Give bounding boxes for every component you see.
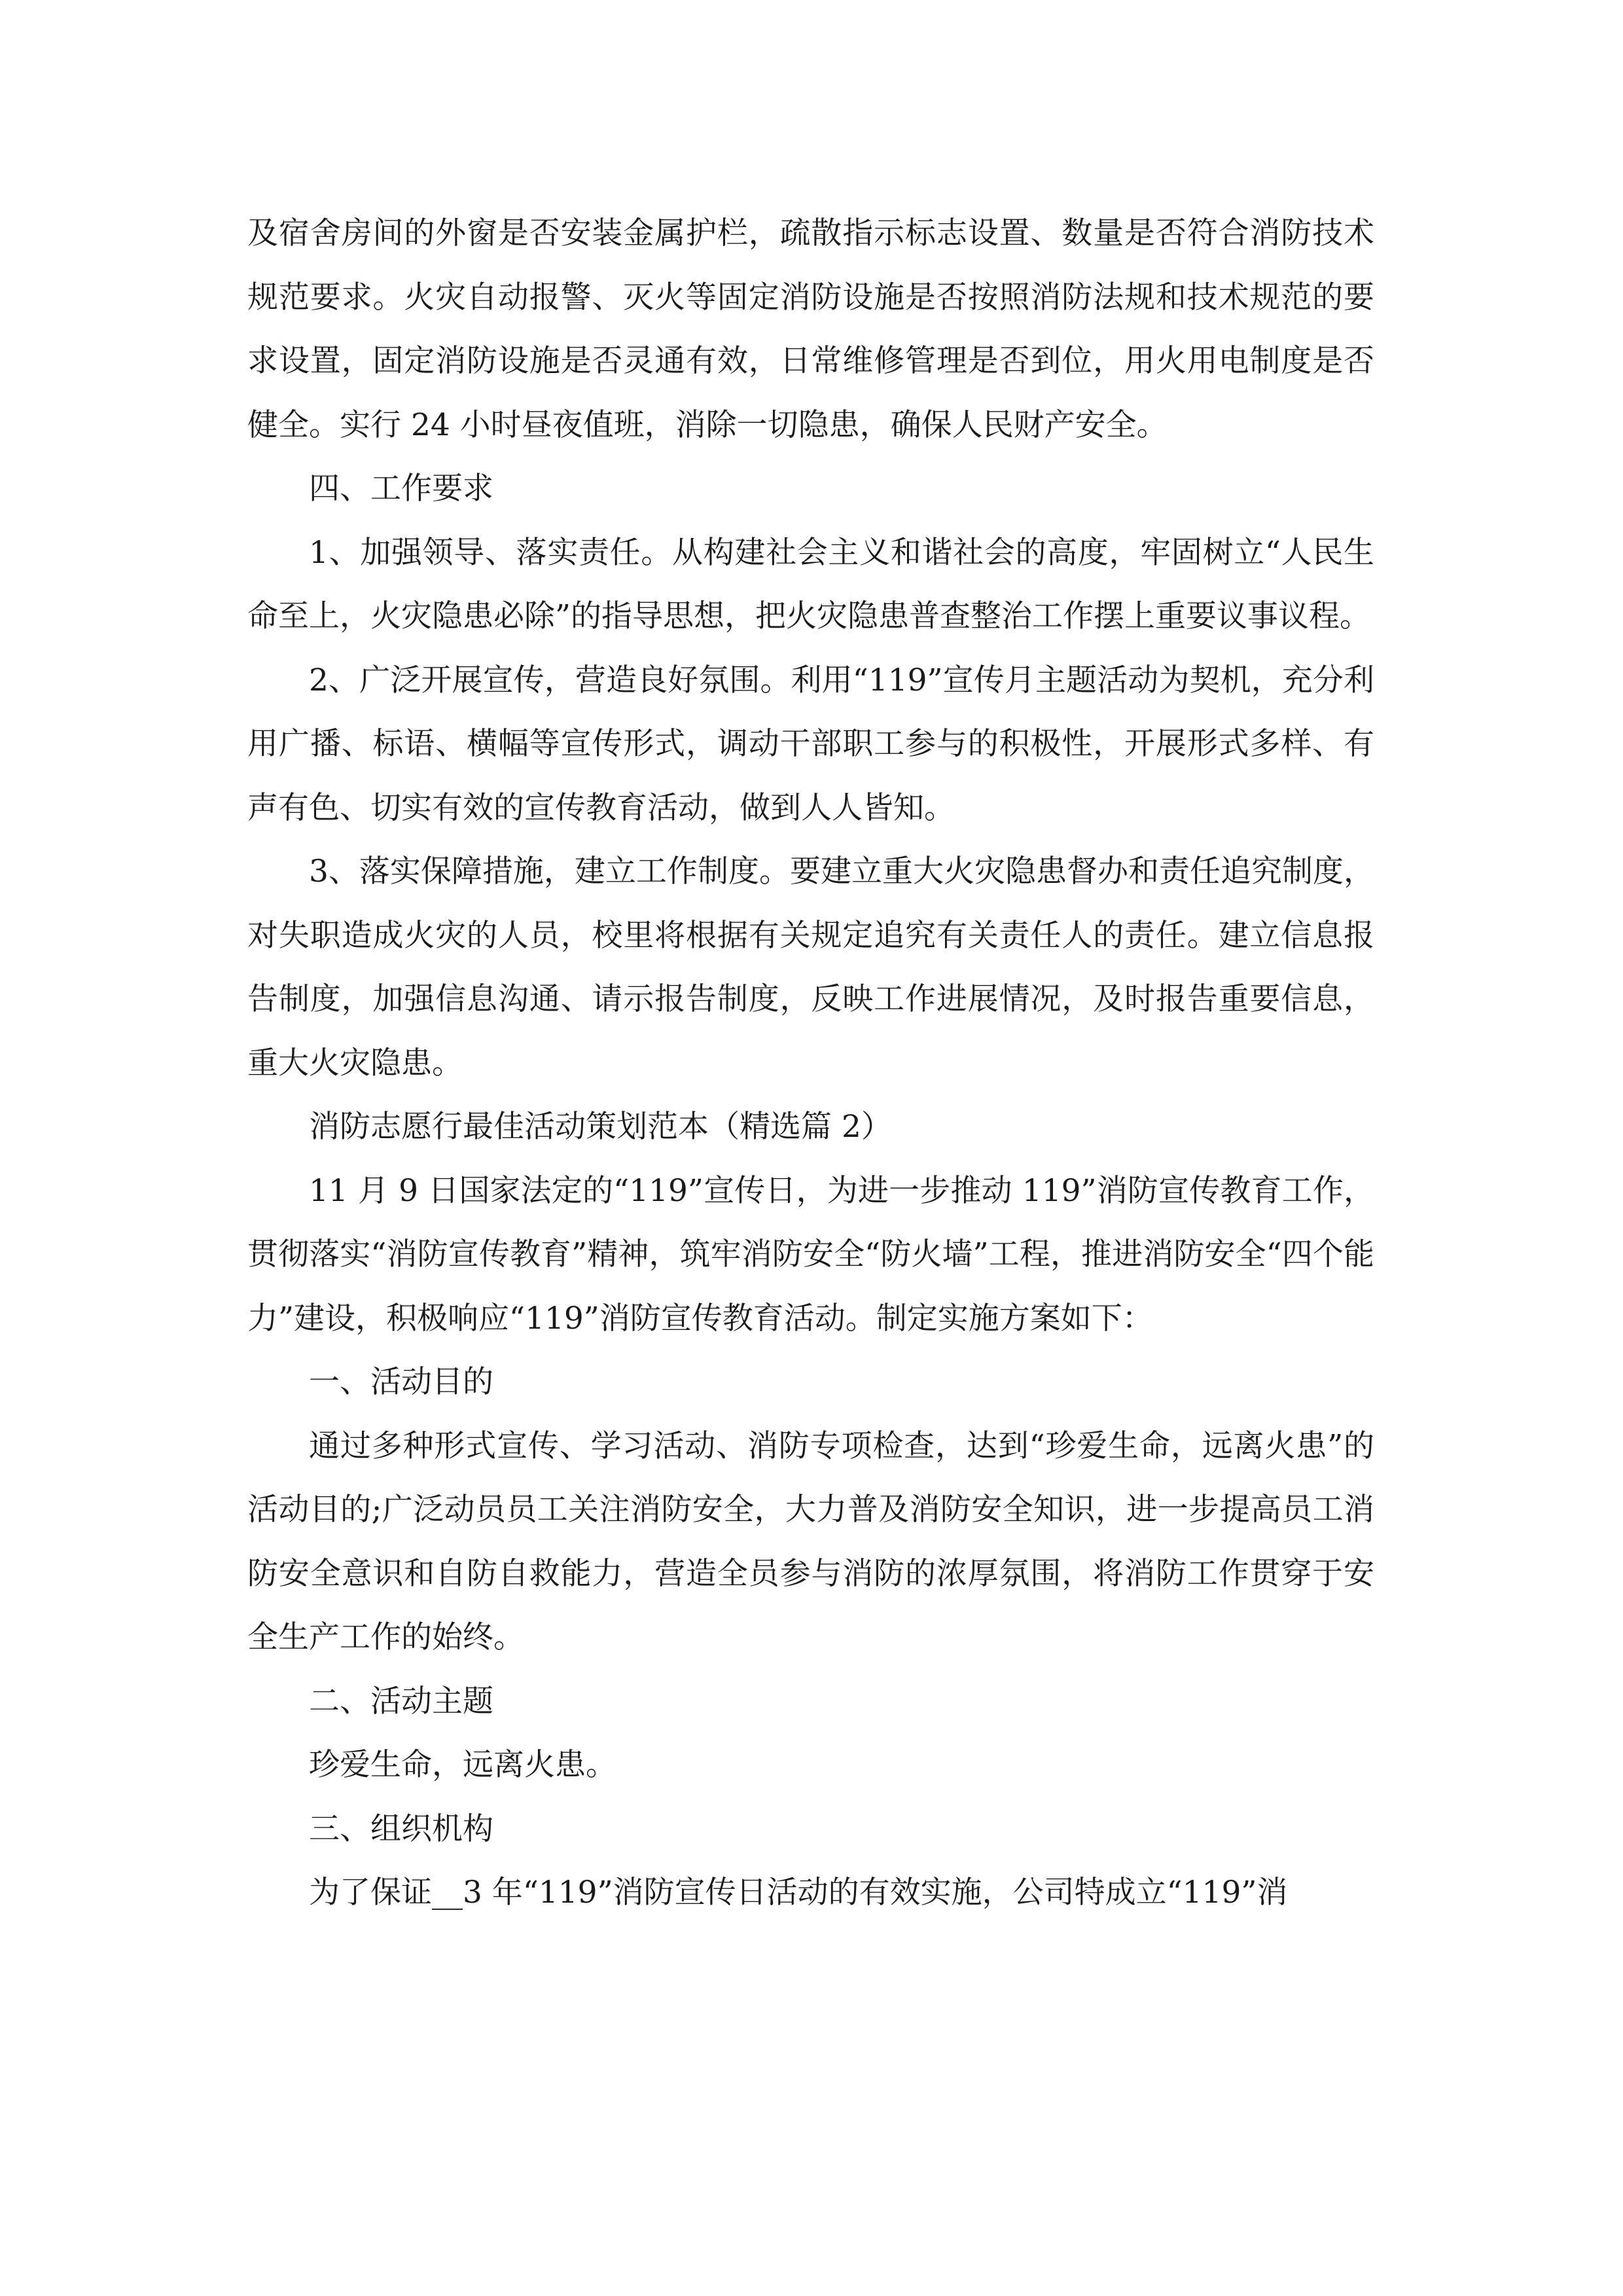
paragraph-activity-theme: 珍爱生命，远离火患。: [309, 1747, 616, 1783]
paragraph-requirement-3: 3、落实保障措施，建立工作制度。要建立重大火灾隐患督办和责任追究制度，对失职造成火灾的人员，校里将根据有关规定追究有关责任人的责任。建立信息报告制度，加强信息沟通、请示报告制度，反映工作进展情况，及时报告重要信息，重大火灾隐患。: [247, 853, 1374, 1081]
paragraph-intro-119: 11 月 9 日国家法定的“119”宣传日，为进一步推动 119”消防宣传教育工作，贯彻落实“消防宣传教育”精神，筑牢消防安全“防火墙”工程，推进消防安全“四个能力”建设，积极响应“119”消防宣传教育活动。制定实施方案如下：: [247, 1172, 1374, 1336]
paragraph-requirement-2: 2、广泛开展宣传，营造良好氛围。利用“119”宣传月主题活动为契机，充分利用广播、标语、横幅等宣传形式，调动干部职工参与的积极性，开展形式多样、有声有色、切实有效的宣传教育活动，做到人人皆知。: [247, 662, 1374, 826]
heading-activity-theme: 二、活动主题: [309, 1683, 493, 1719]
heading-organization: 三、组织机构: [309, 1810, 493, 1847]
paragraph-activity-purpose: 通过多种形式宣传、学习活动、消防专项检查，达到“珍爱生命，远离火患”的活动目的;广泛动员员工关注消防安全，大力普及消防安全知识，进一步提高员工消防安全意识和自防自救能力，营造全员参与消防的浓厚氛围，将消防工作贯穿于安全生产工作的始终。: [247, 1427, 1374, 1655]
paragraph-requirement-1: 1、加强领导、落实责任。从构建社会主义和谐社会的高度，牢固树立“人民生命至上，火灾隐患必除”的指导思想，把火灾隐患普查整治工作摆上重要议事议程。: [247, 534, 1374, 634]
document-body: [247, 202, 1374, 1925]
paragraph-fire-inspection-continued: 及宿舍房间的外窗是否安装金属护栏，疏散指示标志设置、数量是否符合消防技术规范要求。火灾自动报警、灭火等固定消防设施是否按照消防法规和技术规范的要求设置，固定消防设施是否灵通有效，日常维修管理是否到位，用火用电制度是否健全。实行 24 小时昼夜值班，消除一切隐患，确保人民财产安全。: [247, 215, 1374, 443]
paragraph-organization: 为了保证__3 年“119”消防宣传日活动的有效实施，公司特成立“119”消: [309, 1874, 1288, 1910]
heading-work-requirements: 四、工作要求: [309, 471, 493, 507]
heading-activity-purpose: 一、活动目的: [309, 1364, 493, 1400]
section-title-sample-2: 消防志愿行最佳活动策划范本（精选篇 2）: [309, 1109, 892, 1145]
